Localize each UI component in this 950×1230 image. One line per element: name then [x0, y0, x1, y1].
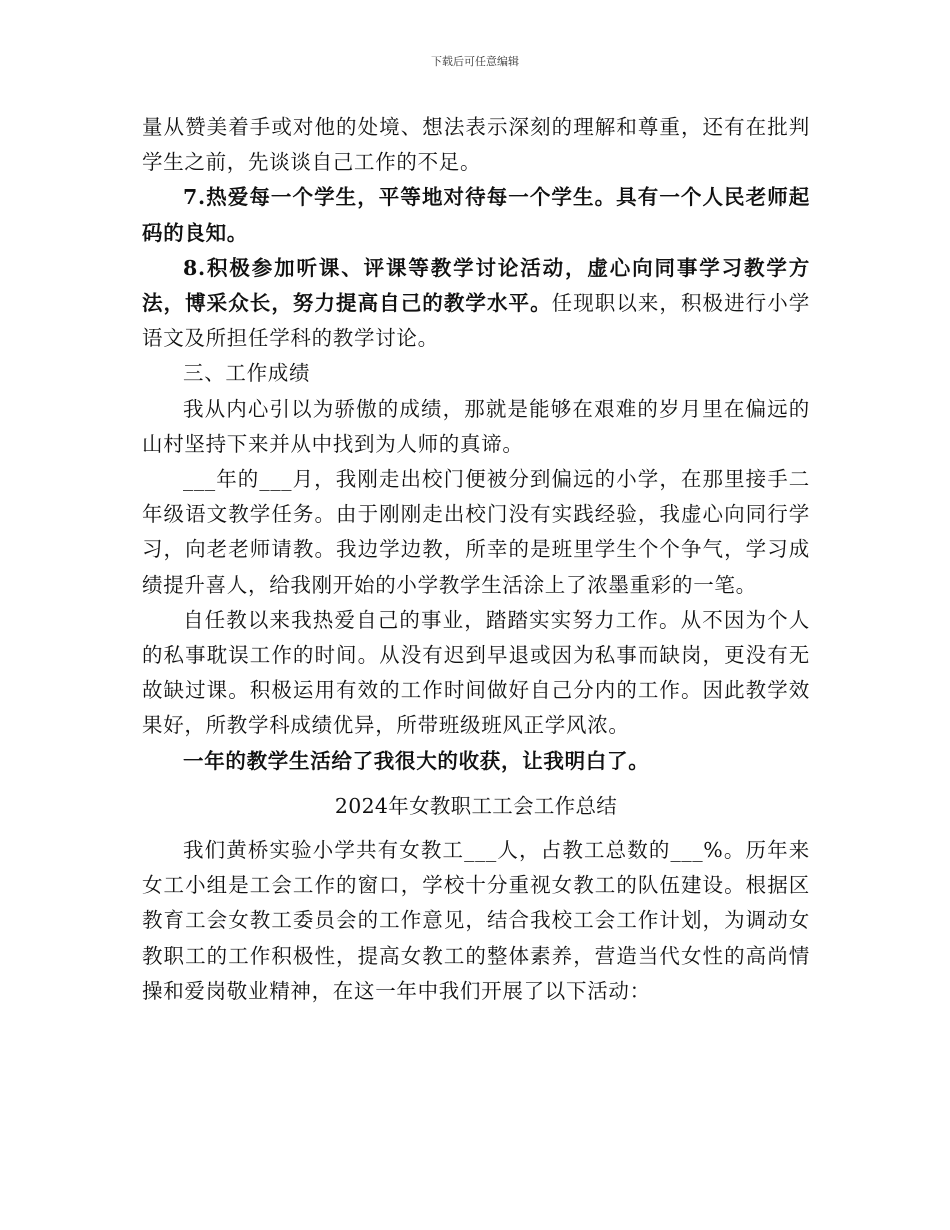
page-header-note: 下载后可任意编辑 — [431, 55, 519, 68]
paragraph: ___年的___月，我刚走出校门便被分到偏远的小学，在那里接手二年级语文教学任务。由于刚刚走出校门没有实践经验，我虚心向同行学习，向老老师请教。我边学边教，所幸的是班里学生个个争气，学习成绩提升喜人，给我刚开始的小学教学生活涂上了浓墨重彩的一笔。 — [142, 467, 810, 597]
paragraph: 我从内心引以为骄傲的成绩，那就是能够在艰难的岁月里在偏远的山村坚持下来并从中找到为人师的真谛。 — [142, 396, 810, 456]
paragraph: 自任教以来我热爱自己的事业，踏踏实实努力工作。从不因为个人的私事耽误工作的时间。从没有迟到早退或因为私事而缺岗，更没有无故缺过课。积极运用有效的工作时间做好自己分内的工作。因此教学效果好，所教学科成绩优异，所带班级班风正学风浓。 — [142, 607, 810, 738]
paragraph-point-7: 7.热爱每一个学生，平等地对待每一个学生。具有一个人民老师起码的良知。 — [142, 185, 810, 245]
point-8-bold-text: 8.积极参加听课、评课等教学讨论活动，虚心向同事学习教学方法，博采众长，努力提高自己的教学水平。 — [142, 255, 810, 316]
paragraph: 我们黄桥实验小学共有女教工___人，占教工总数的___%。历年来女工小组是工会工作的窗口，学校十分重视女教工的队伍建设。根据区教育工会女教工委员会的工作意见，结合我校工会工作计划，为调动女教职工的工作积极性，提高女教工的整体素养，营造当代女性的高尚情操和爱岗敬业精神，在这一年中我们开展了以下活动： — [142, 838, 810, 1003]
point-8-normal-text: 任现职以来，积极进行小学语文及所担任学科的教学讨论。 — [142, 291, 810, 351]
document-body — [142, 110, 810, 1009]
section-heading: 三、工作成绩 — [183, 361, 311, 386]
paragraph-point-8 — [142, 251, 810, 357]
paragraph: 量从赞美着手或对他的处境、想法表示深刻的理解和尊重，还有在批判学生之前，先谈谈自己工作的不足。 — [142, 115, 810, 175]
paragraph-closing: 一年的教学生活给了我很大的收获，让我明白了。 — [183, 748, 650, 773]
document-title: 2024年女教职工工会工作总结 — [334, 793, 618, 818]
